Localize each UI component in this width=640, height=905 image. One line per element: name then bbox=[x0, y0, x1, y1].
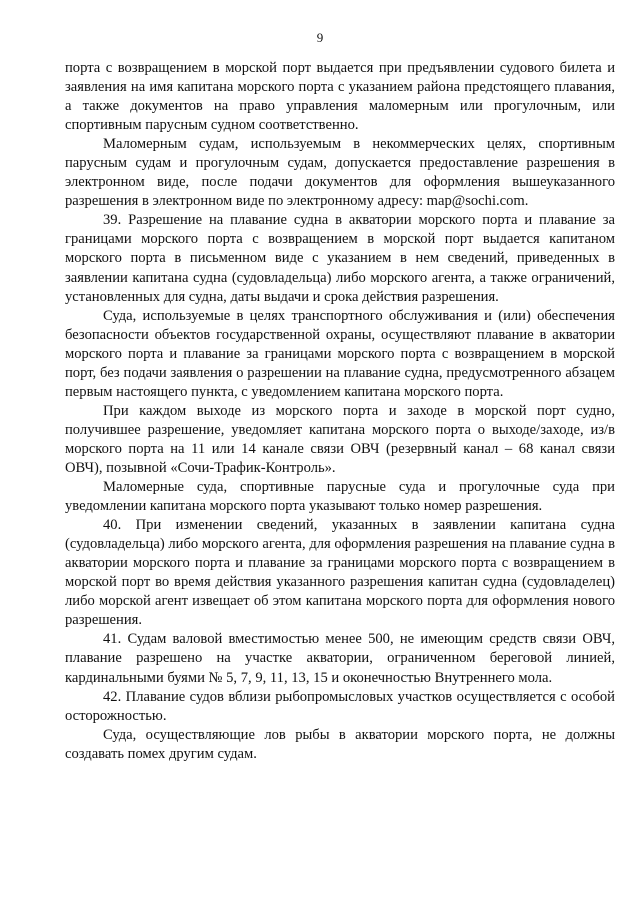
paragraph-item-40: 40. При изменении сведений, указанных в заявлении капитана судна (судовладельца) либо морского агента, для оформления разрешения на плавание судна в акватории морского порта и плавание за границами морского порта с возвращением в морской порт во время действия указанного разрешения капитан судна (судовладелец) либо морской агент извещает об этом капитана морского порта для оформления нового разрешения. bbox=[65, 517, 615, 629]
paragraph-item-41: 41. Судам валовой вместимостью менее 500, не имеющим средств связи ОВЧ, плавание разрешено на участке акватории, ограниченном береговой линией, кардинальными буями № 5, 7, 9, 11, 13, 15 и оконечностью Внутреннего мола. bbox=[65, 631, 615, 686]
paragraph-transport-vessels: Суда, используемые в целях транспортного обслуживания и (или) обеспечения безопасности объектов государственной охраны, осуществляют плавание в акватории морского порта и плавание за границами морского порта с возвращением в морской порт, без подачи заявления о разрешении на плавание судна, предусмотренного абзацем первым настоящего пункта, с уведомлением капитана морского порта. bbox=[65, 307, 615, 400]
document-body bbox=[65, 59, 615, 764]
paragraph-item-42: 42. Плавание судов вблизи рыбопромысловых участков осуществляется с особой осторожностью. bbox=[65, 688, 615, 724]
paragraph-fishing-vessels: Суда, осуществляющие лов рыбы в акватории морского порта, не должны создавать помех другим судам. bbox=[65, 726, 615, 762]
paragraph-small-vessels: Маломерные суда, спортивные парусные суда и прогулочные суда при уведомлении капитана морского порта указывают только номер разрешения. bbox=[65, 479, 615, 515]
paragraph-electronic-permit: Маломерным судам, используемым в некоммерческих целях, спортивным парусным судам и прогулочным судам, допускается предоставление разрешения в электронном виде, после подачи документов для оформления вышеуказанного разрешения в электронном виде по электронному адресу: map@sochi.com. bbox=[65, 136, 615, 210]
paragraph-continuation: порта с возвращением в морской порт выдается при предъявлении судового билета и заявления на имя капитана морского порта с указанием района предстоящего плавания, а также документов на право управления маломерным или прогулочным, или спортивным парусным судном соответственно. bbox=[65, 60, 615, 134]
paragraph-port-notification: При каждом выходе из морского порта и заходе в морской порт судно, получившее разрешение, уведомляет капитана морского порта о выходе/заходе, из/в морского порта на 11 или 14 канале связи ОВЧ (резервный канал – 68 канал связи ОВЧ), позывной «Сочи-Трафик-Контроль». bbox=[65, 402, 615, 476]
page-number: 9 bbox=[316, 30, 324, 45]
paragraph-item-39: 39. Разрешение на плавание судна в акватории морского порта и плавание за границами морского порта с возвращением в морской порт выдается капитаном морского порта в письменном виде с указанием в нем сведений, приведенных в заявлении капитана судна (судовладельца) либо морского агента, а также ограничений, установленных для судна, даты выдачи и срока действия разрешения. bbox=[65, 212, 615, 305]
